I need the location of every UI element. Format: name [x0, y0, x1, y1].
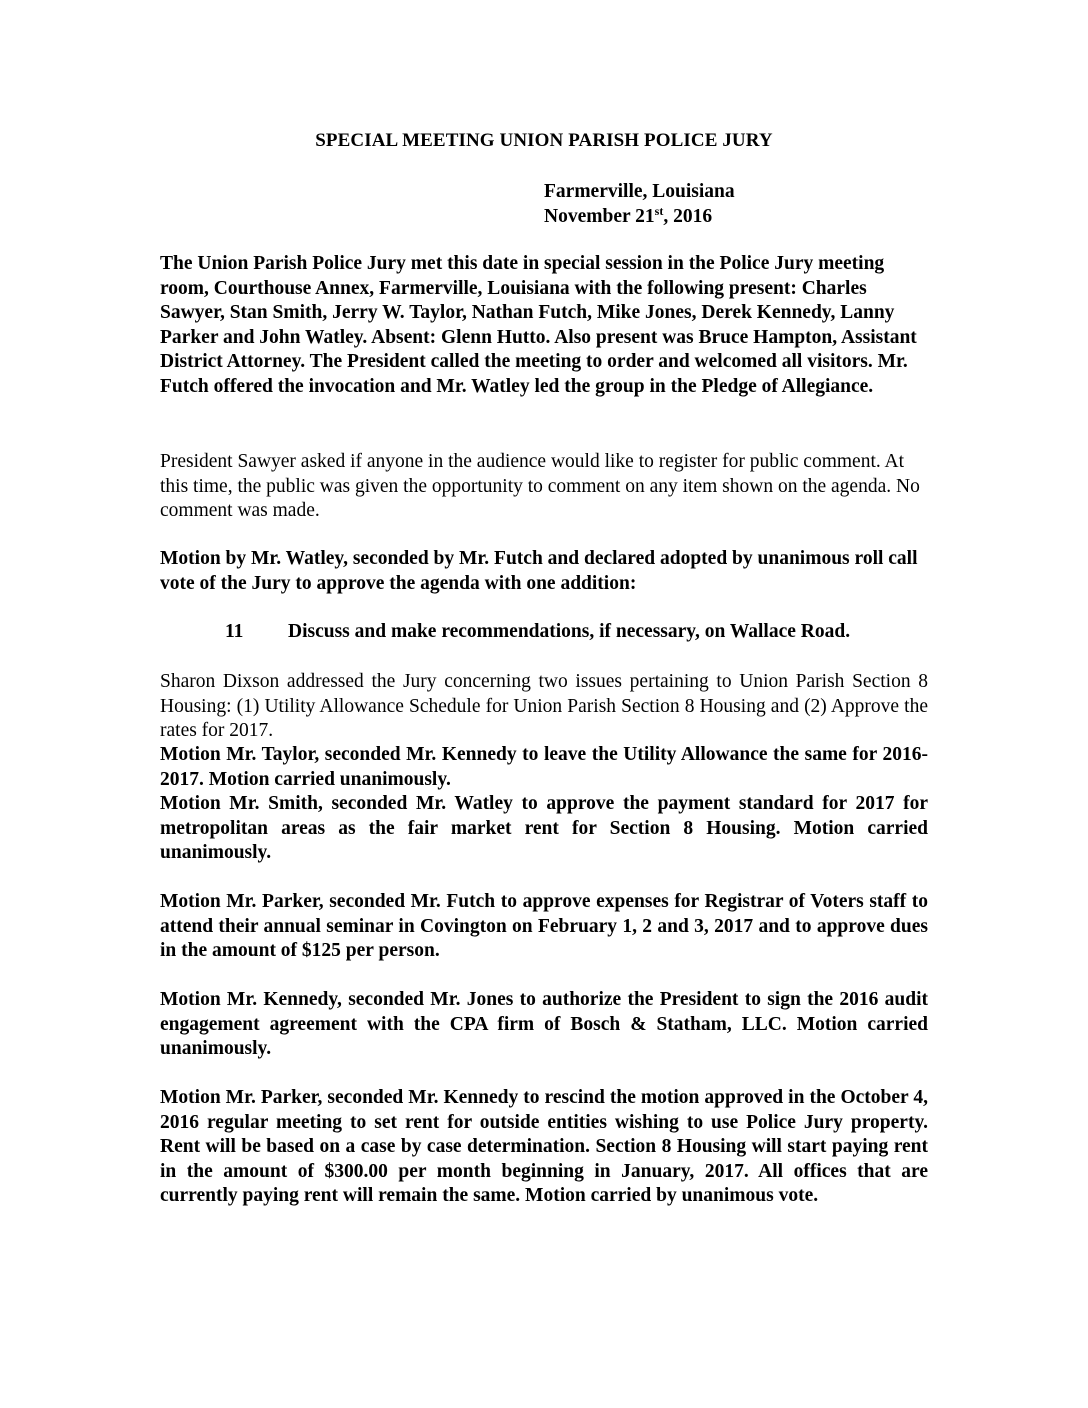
dixson-paragraph: Sharon Dixson addressed the Jury concerning two issues pertaining to Union Parish Section 8 Housing: (1) Utility Allowance Schedule for Union Parish Section 8 Housing and (2) Approve the rates for 2017.	[160, 671, 928, 741]
agenda-motion-paragraph: Motion by Mr. Watley, seconded by Mr. Futch and declared adopted by unanimous roll call vote of the Jury to approve the agenda with one addition:	[160, 548, 918, 594]
intro-paragraph: The Union Parish Police Jury met this date in special session in the Police Jury meeting room, Courthouse Annex, Farmerville, Louisiana with the following present: Charles Sawyer, Stan Smith, Jerry W. Taylor, Nathan Futch, Mike Jones, Derek Kennedy, Lanny Parker and John Watley. Absent: Glenn Hutto. Also present was Bruce Hampton, Assistant District Attorney. The President called the meeting to order and welcomed all visitors. Mr. Futch offered the invocation and Mr. Watley led the group in the Pledge of Allegiance.	[160, 253, 917, 397]
audit-motion: Motion Mr. Kennedy, seconded Mr. Jones to authorize the President to sign the 2016 audit engagement agreement with the CPA firm of Bosch & Statham, LLC. Motion carried unanimously.	[160, 989, 928, 1059]
rent-motion: Motion Mr. Parker, seconded Mr. Kennedy to rescind the motion approved in the October 4, 2016 regular meeting to set rent for outside entities wishing to use Police Jury property. Rent will be based on a case by case determination. Section 8 Housing will start paying rent in the amount of $300.00 per month beginning in January, 2017. All offices that are currently paying rent will remain the same. Motion carried by unanimous vote.	[160, 1087, 928, 1206]
meeting-date-year: , 2016	[663, 205, 713, 227]
meeting-place-date	[544, 180, 735, 229]
meeting-date-ordinal: st	[654, 203, 664, 218]
meeting-location: Farmerville, Louisiana	[544, 181, 735, 202]
registrar-motion: Motion Mr. Parker, seconded Mr. Futch to approve expenses for Registrar of Voters staff to attend their annual seminar in Covington on February 1, 2 and 3, 2017 and to approve dues in the amount of $125 per person.	[160, 891, 928, 961]
meeting-date-text: November 21	[544, 205, 655, 227]
meeting-date	[544, 205, 735, 230]
agenda-item-text: Discuss and make recommendations, if necessary, on Wallace Road.	[288, 621, 851, 642]
public-comment-paragraph: President Sawyer asked if anyone in the audience would like to register for public comment. At this time, the public was given the opportunity to comment on any item shown on the agenda. No comment was made.	[160, 451, 920, 521]
agenda-item	[225, 620, 850, 645]
utility-allowance-motion: Motion Mr. Taylor, seconded Mr. Kennedy to leave the Utility Allowance the same for 2016-2017. Motion carried unanimously.	[160, 744, 928, 790]
payment-standard-motion: Motion Mr. Smith, seconded Mr. Watley to approve the payment standard for 2017 for metropolitan areas as the fair market rent for Section 8 Housing. Motion carried unanimously.	[160, 793, 928, 863]
agenda-item-number: 11	[225, 621, 244, 642]
document-title: SPECIAL MEETING UNION PARISH POLICE JURY	[315, 130, 773, 151]
